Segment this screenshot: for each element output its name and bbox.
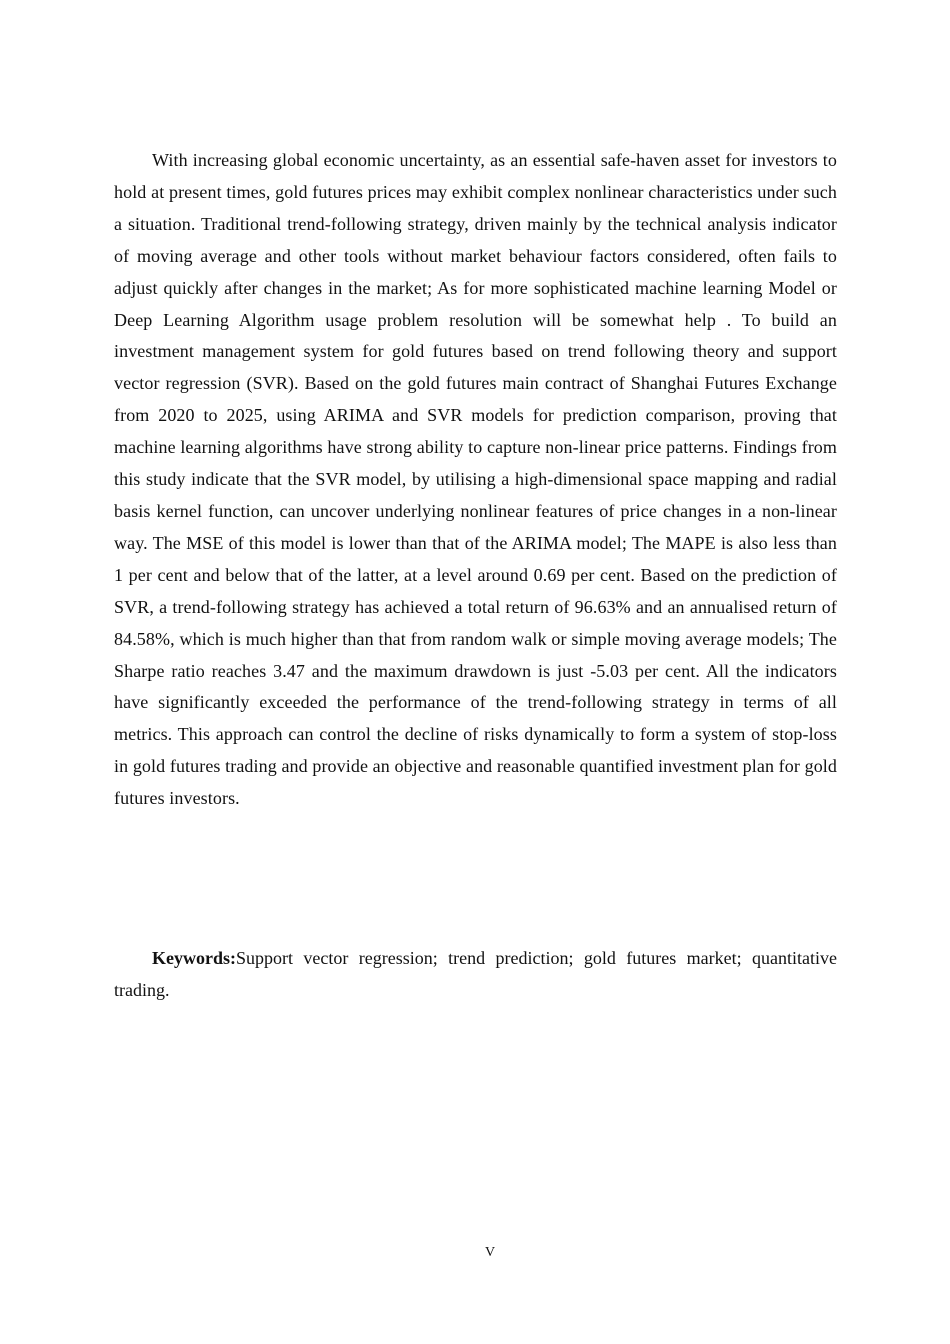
keywords-label: Keywords: — [152, 948, 236, 968]
page-number: V — [484, 1245, 496, 1260]
abstract-paragraph: With increasing global economic uncertainty, as an essential safe-haven asset for investors to hold at present times, gold futures prices may exhibit complex nonlinear characteristics under such a situation. Traditional trend-following strategy, driven mainly by the technical analysis indicator of moving average and other tools without market behaviour factors considered, often fails to adjust quickly after changes in the market; As for more sophisticated machine learning Model or Deep Learning Algorithm usage problem resolution will be somewhat help . To build an investment management system for gold futures based on trend following theory and support vector regression (SVR). Based on the gold futures main contract of Shanghai Futures Exchange from 2020 to 2025, using ARIMA and SVR models for prediction comparison, proving that machine learning algorithms have strong ability to capture non-linear price patterns. Findings from this study indicate that the SVR model, by utilising a high-dimensional space mapping and radial basis kernel function, can uncover underlying nonlinear features of price changes in a non-linear way. The MSE of this model is lower than that of the ARIMA model; The MAPE is also less than 1 per cent and below that of the latter, at a level around 0.69 per cent. Based on the prediction of SVR, a trend-following strategy has achieved a total return of 96.63% and an annualised return of 84.58%, which is much higher than that from random walk or simple moving average models; The Sharpe ratio reaches 3.47 and the maximum drawdown is just -5.03 per cent. All the indicators have significantly exceeded the performance of the trend-following strategy in terms of all metrics. This approach can control the decline of risks dynamically to form a system of stop-loss in gold futures trading and provide an objective and reasonable quantified investment plan for gold futures investors. — [114, 150, 837, 809]
keywords-paragraph — [114, 943, 837, 1007]
keywords-text: Support vector regression; trend prediction; gold futures market; quantitative trading. — [114, 948, 837, 1000]
